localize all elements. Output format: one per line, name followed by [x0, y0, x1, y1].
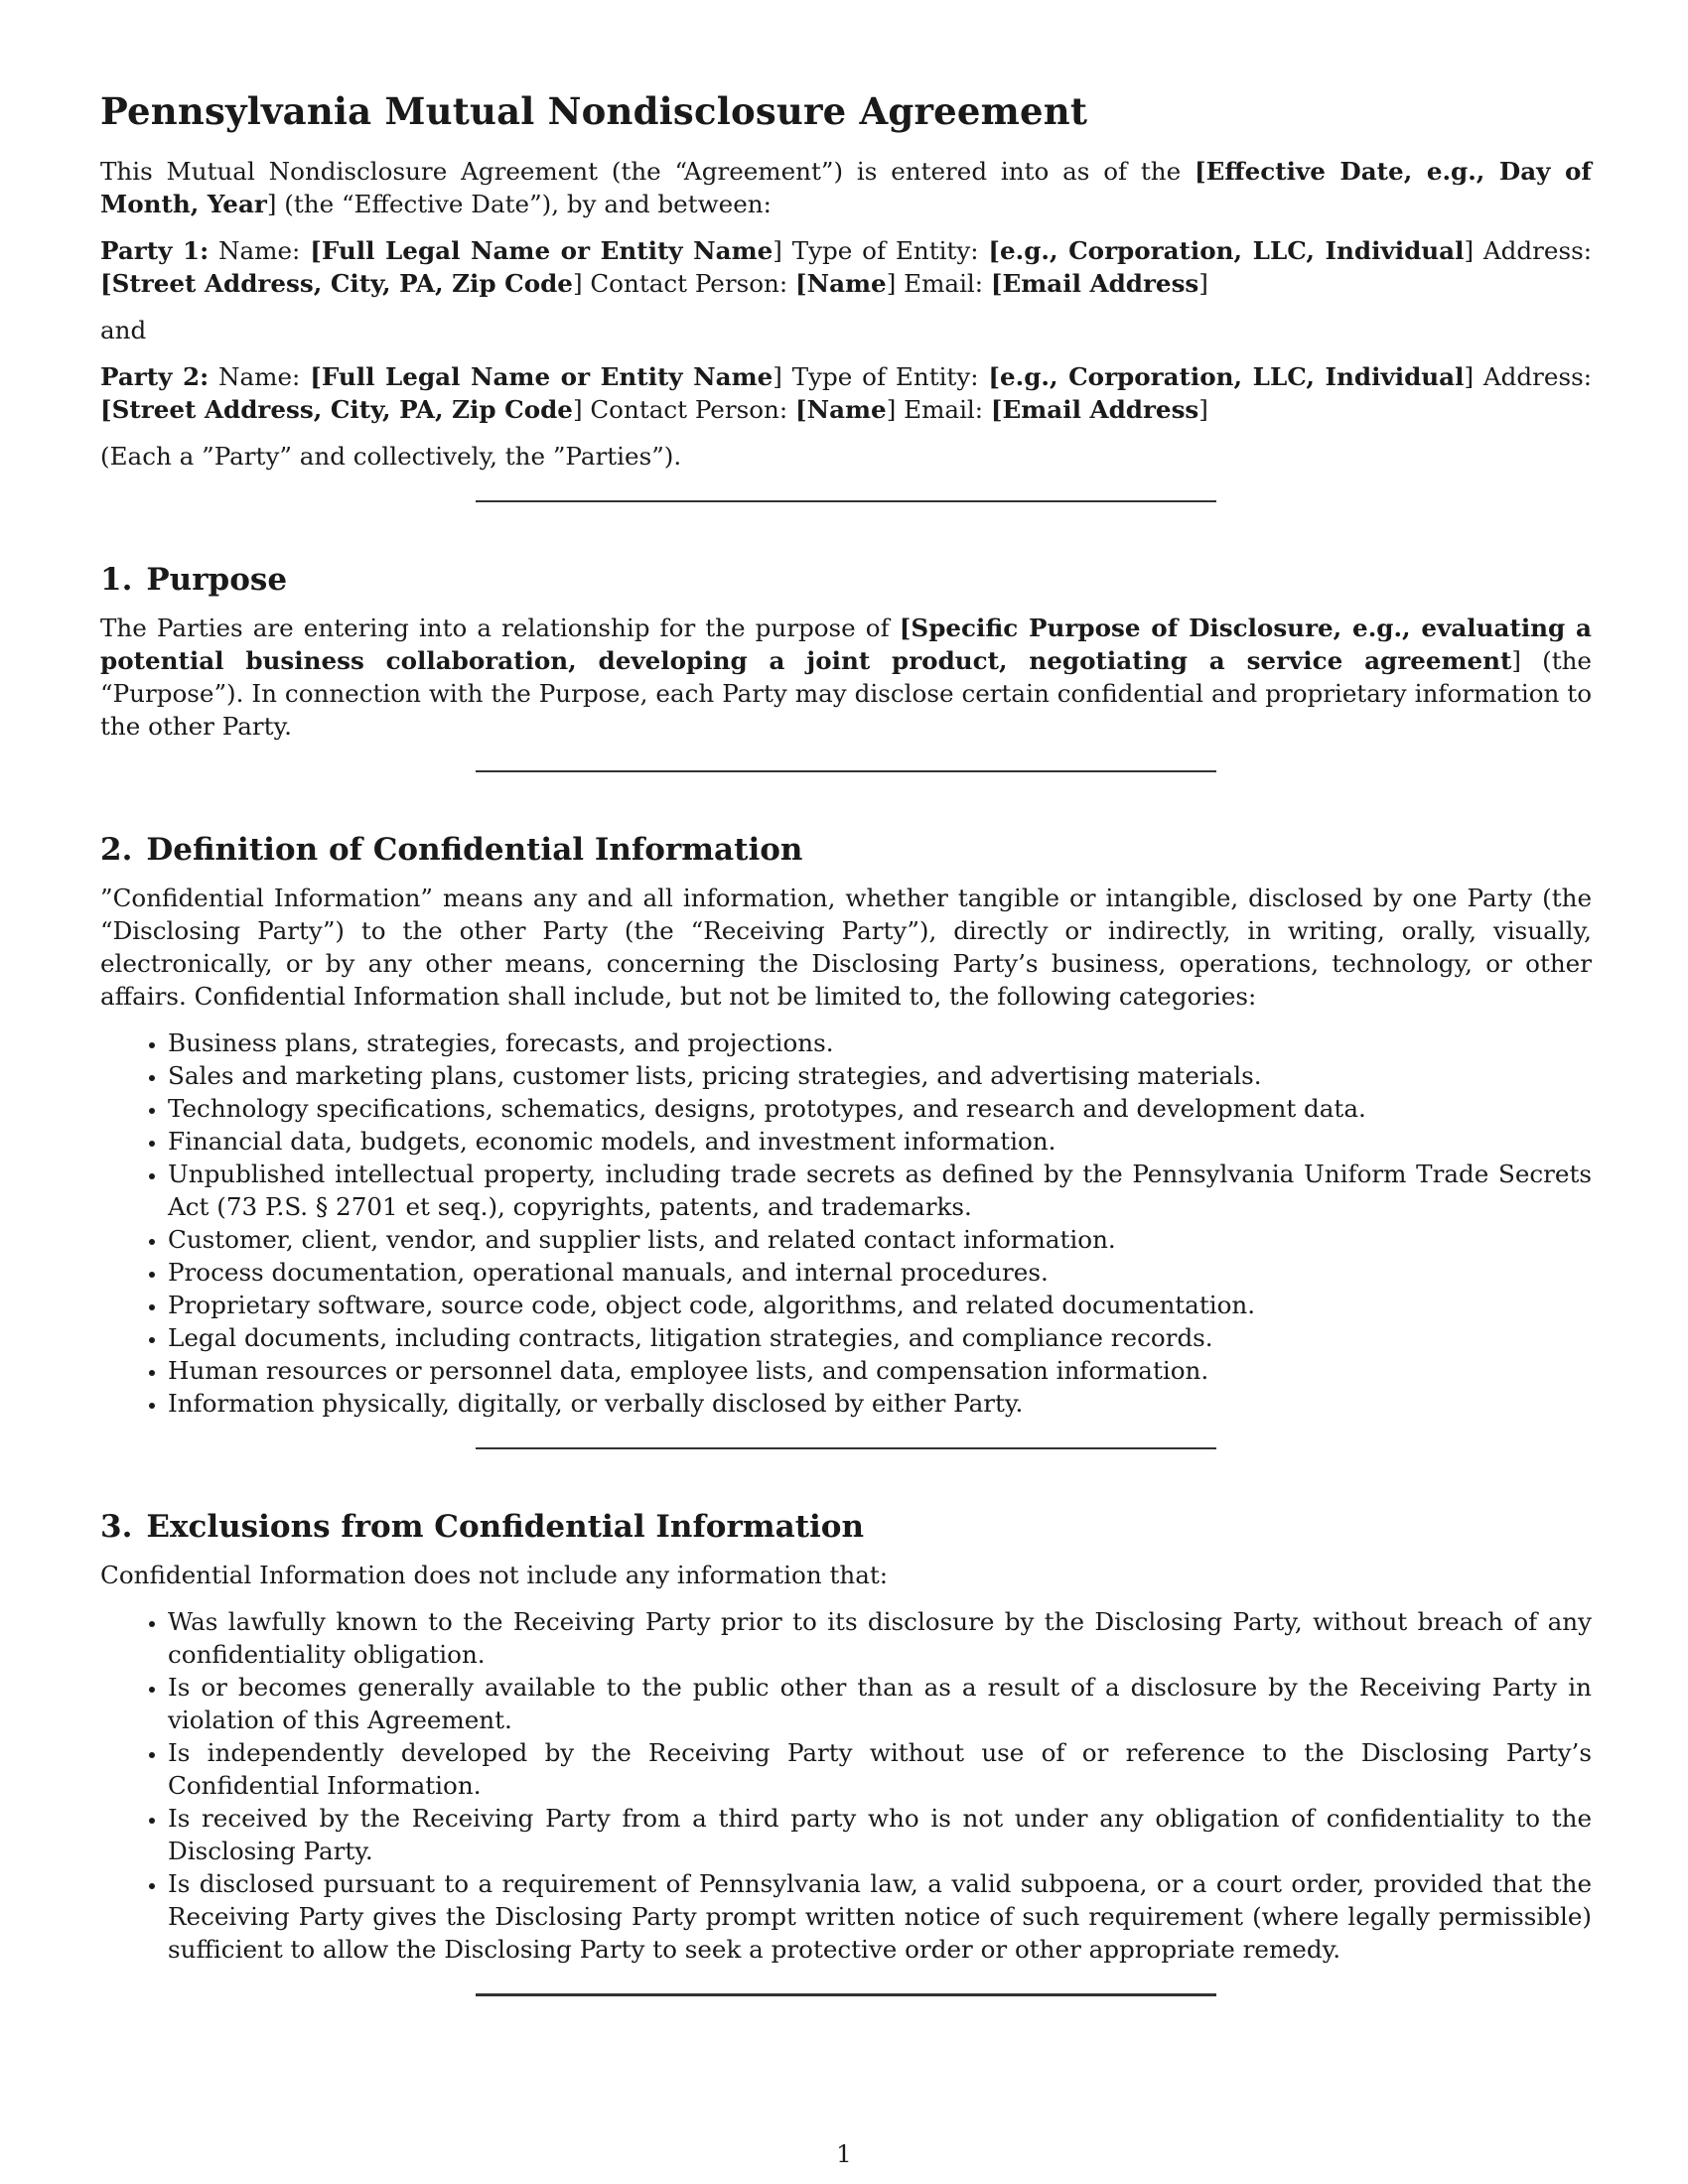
- and-text: and: [100, 316, 147, 344]
- party1-name-value: [Full Legal Name or Entity Name: [310, 236, 774, 265]
- confidential-categories-list: [100, 1026, 1592, 1420]
- party1-address-label: ] Address:: [1464, 236, 1592, 265]
- list-item: • Customer, client, vendor, and supplier lists, and related contact information.: [168, 1223, 1592, 1256]
- section-divider: [476, 1447, 1216, 1449]
- intro-text-end: ] (the “Effective Date”), by and between:: [266, 190, 772, 218]
- section1-text: The Parties are entering into a relationship for the purpose of: [100, 614, 900, 642]
- party2-label: Party 2:: [100, 362, 210, 391]
- party1-entity-label: ] Type of Entity:: [773, 236, 989, 265]
- party1-email-label: ] Email:: [886, 269, 991, 298]
- exclusions-list: [100, 1605, 1592, 1966]
- section2-paragraph: ”Confidential Information” means any and all information, whether tangible or intangible, disclosed by one Party (the “Disclosing Party”) to the other Party (the “Receiving Party”), directly or indirectly, in writing, orally, visually, electronically, or by any other means, concerning the Disclosing Party’s business, operations, technology, or other affairs. Confidential Information shall include, but not be limited to, the following categories:: [100, 884, 1592, 1011]
- document-page: [100, 87, 1592, 1996]
- section3-number: 3.: [100, 1509, 133, 1545]
- party2-address-label: ] Address:: [1464, 362, 1592, 391]
- party1-entity-value: [e.g., Corporation, LLC, Individual: [988, 236, 1465, 265]
- section1-title: Purpose: [146, 562, 288, 598]
- party2-email-label: ] Email:: [886, 395, 991, 424]
- party2-contact-label: ] Contact Person:: [572, 395, 795, 424]
- list-item: • Technology specifications, schematics, designs, prototypes, and research and development data.: [168, 1092, 1592, 1125]
- list-item: • Is received by the Receiving Party from a third party who is not under any obligation of confidentiality to the Disclosing Party.: [168, 1802, 1592, 1867]
- party2-entity-value: [e.g., Corporation, LLC, Individual: [988, 362, 1465, 391]
- party2-name-label: Name:: [209, 362, 311, 391]
- list-item: • Unpublished intellectual property, including trade secrets as defined by the Pennsylvania Uniform Trade Secrets Act (73 P.S. § 2701 et seq.), copyrights, patents, and trademarks.: [168, 1158, 1592, 1223]
- party2-email-value: [Email Address: [990, 395, 1199, 424]
- section3-heading: [100, 1507, 1592, 1547]
- list-item: • Is or becomes generally available to the public other than as a result of a disclosure by the Receiving Party in violation of this Agreement.: [168, 1671, 1592, 1736]
- effective-date-placeholder: [Effective Date, e.g., Day of Month, Year: [100, 157, 1593, 218]
- list-item: • Was lawfully known to the Receiving Party prior to its disclosure by the Disclosing Party, without breach of any confidentiality obligation.: [168, 1605, 1592, 1671]
- party2-entity-label: ] Type of Entity:: [773, 362, 989, 391]
- list-item: • Financial data, budgets, economic models, and investment information.: [168, 1125, 1592, 1158]
- list-item: • Business plans, strategies, forecasts, and projections.: [168, 1026, 1592, 1059]
- list-item: • Is independently developed by the Receiving Party without use of or reference to the Disclosing Party’s Confidential Information.: [168, 1736, 1592, 1802]
- party1-end: ]: [1198, 269, 1208, 298]
- list-item: • Proprietary software, source code, object code, algorithms, and related documentation.: [168, 1289, 1592, 1321]
- party1-email-value: [Email Address: [990, 269, 1199, 298]
- section2-number: 2.: [100, 832, 133, 868]
- list-item: • Information physically, digitally, or verbally disclosed by either Party.: [168, 1387, 1592, 1420]
- section1-heading: [100, 560, 1592, 600]
- section1-text-end: ] (the “Purpose”). In connection with the Purpose, each Party may disclose certain confidential and proprietary information to the other Party.: [100, 646, 1592, 741]
- list-item: • Process documentation, operational manuals, and internal procedures.: [168, 1256, 1592, 1289]
- intro-text: This Mutual Nondisclosure Agreement (the “Agreement”) is entered into as of the: [100, 157, 1196, 186]
- intro-paragraph: [100, 155, 1592, 220]
- section-divider: [476, 770, 1216, 772]
- section2-title: Definition of Confidential Information: [146, 832, 803, 868]
- document-title: Pennsylvania Mutual Nondisclosure Agreement: [100, 89, 1088, 133]
- party2-paragraph: [100, 360, 1592, 426]
- party2-contact-value: [Name: [794, 395, 887, 424]
- party1-label: Party 1:: [100, 236, 210, 265]
- section-divider: [476, 1993, 1216, 1996]
- purpose-placeholder: [Specific Purpose of Disclosure, e.g., evaluating a potential business collaboration, developing a joint product, negotiating a service agreement: [100, 614, 1592, 675]
- party1-contact-value: [Name: [794, 269, 887, 298]
- section1-number: 1.: [100, 562, 133, 598]
- party2-address-value: [Street Address, City, PA, Zip Code: [100, 395, 573, 424]
- page-number: 1: [836, 2139, 852, 2168]
- party2-name-value: [Full Legal Name or Entity Name: [310, 362, 774, 391]
- party1-contact-label: ] Contact Person:: [572, 269, 795, 298]
- list-item: • Legal documents, including contracts, litigation strategies, and compliance records.: [168, 1321, 1592, 1354]
- section2-heading: [100, 830, 1592, 870]
- section-divider: [476, 500, 1216, 502]
- section1-paragraph: [100, 612, 1592, 743]
- list-item: • Is disclosed pursuant to a requirement of Pennsylvania law, a valid subpoena, or a court order, provided that the Receiving Party gives the Disclosing Party prompt written notice of such requirement (where legally permissible) sufficient to allow the Disclosing Party to seek a protective order or other appropriate remedy.: [168, 1867, 1592, 1966]
- party1-paragraph: [100, 234, 1592, 300]
- section3-paragraph: Confidential Information does not include any information that:: [100, 1561, 889, 1589]
- list-item: • Human resources or personnel data, employee lists, and compensation information.: [168, 1354, 1592, 1387]
- section3-title: Exclusions from Confidential Information: [146, 1509, 865, 1545]
- list-item: • Sales and marketing plans, customer lists, pricing strategies, and advertising materials.: [168, 1059, 1592, 1092]
- parties-note: (Each a ”Party” and collectively, the ”Parties”).: [100, 442, 682, 471]
- party1-address-value: [Street Address, City, PA, Zip Code: [100, 269, 573, 298]
- party2-end: ]: [1198, 395, 1208, 424]
- party1-name-label: Name:: [209, 236, 311, 265]
